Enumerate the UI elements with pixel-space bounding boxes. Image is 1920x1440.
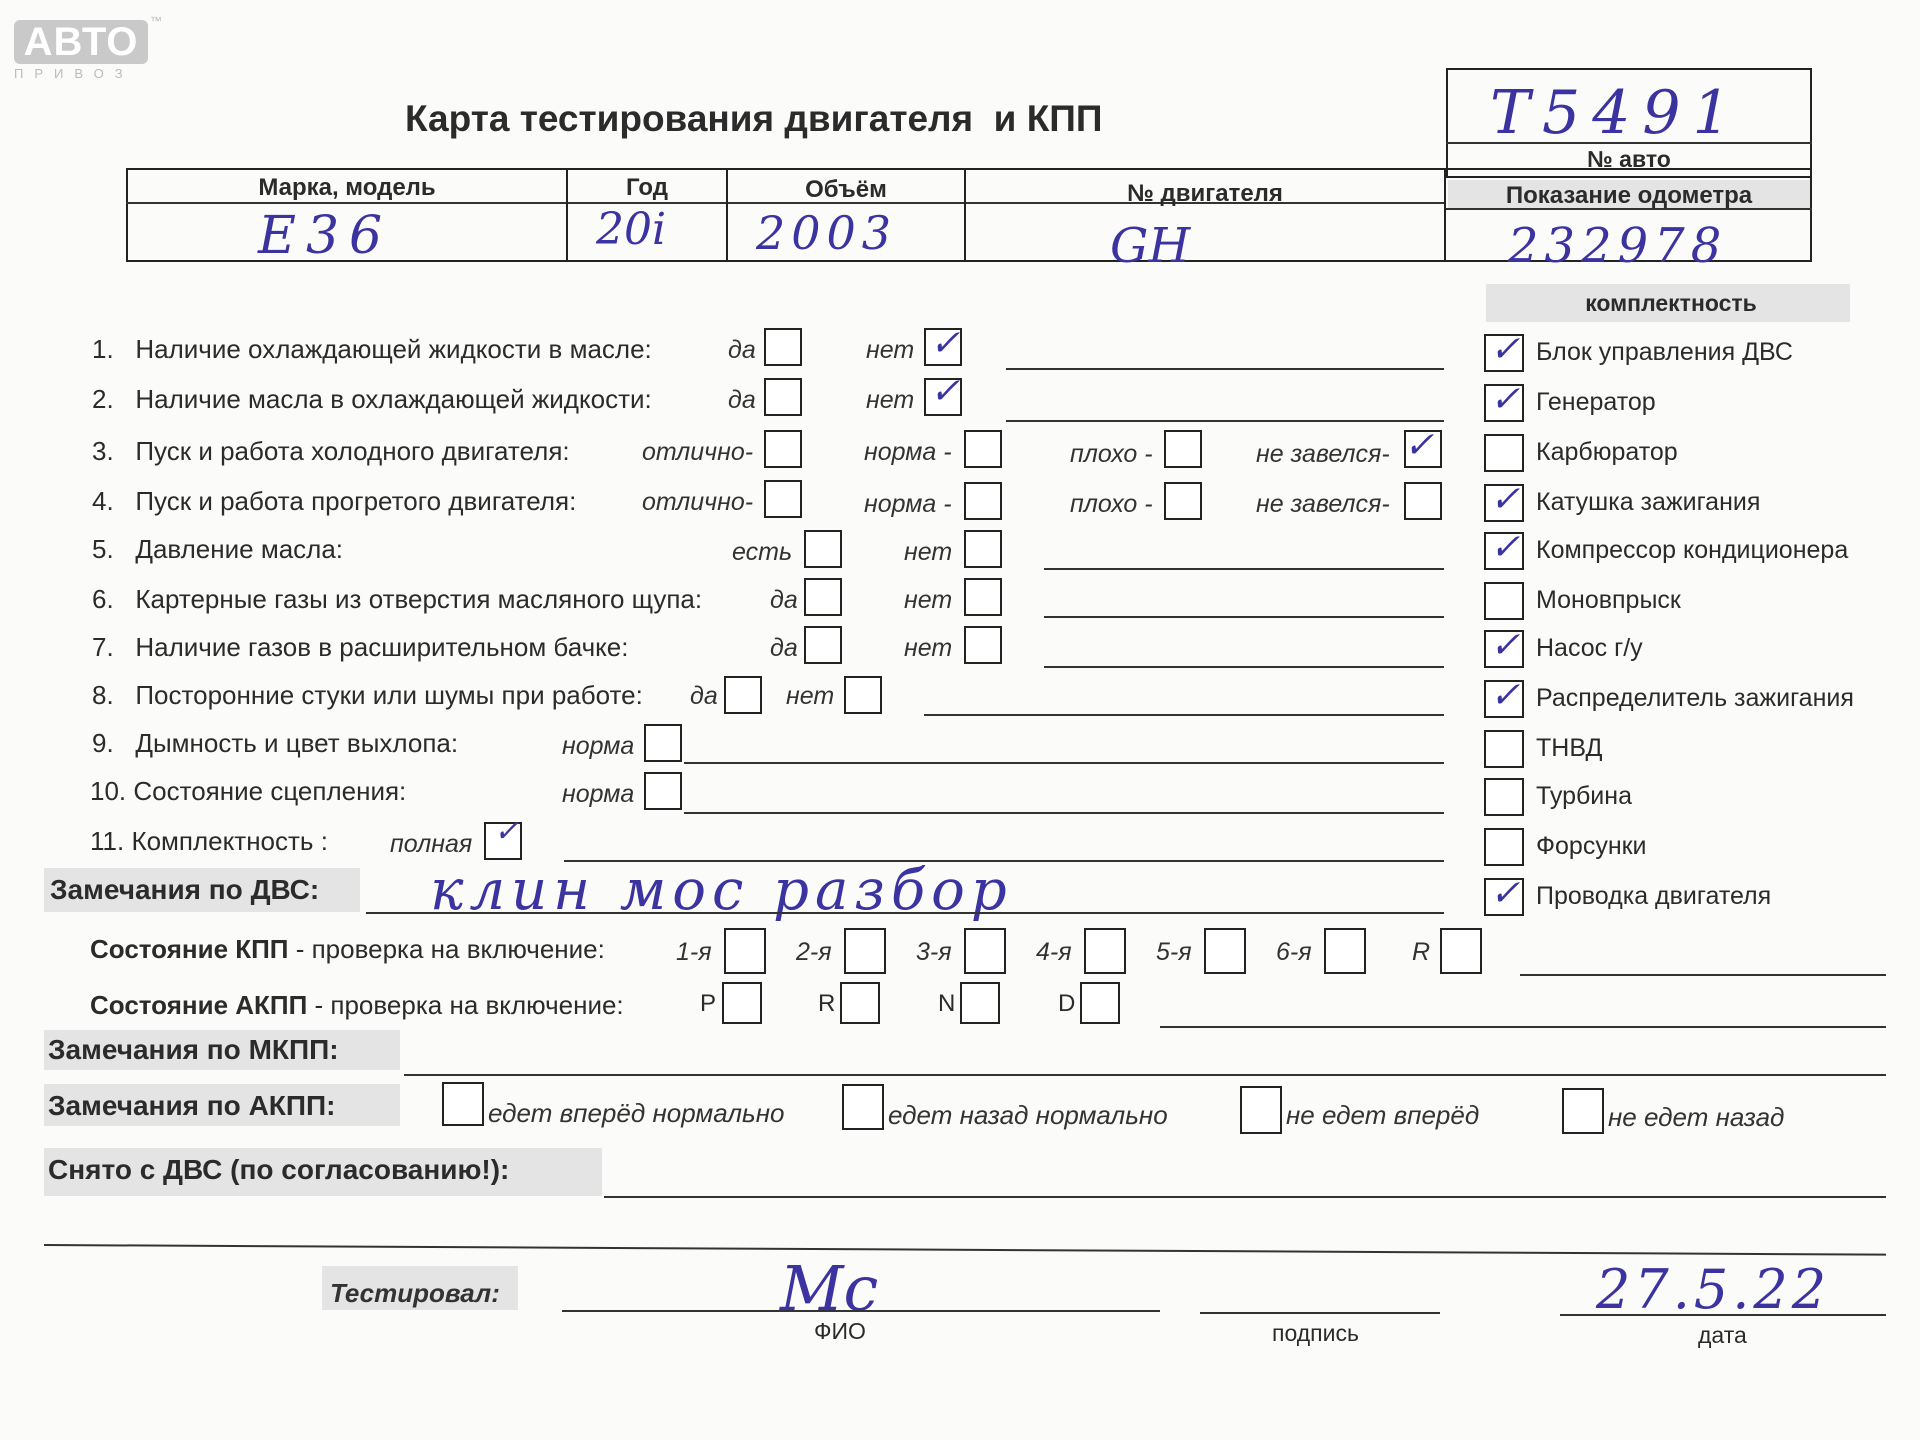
kpp-gear-checkbox-4[interactable] — [1204, 928, 1246, 974]
tested-fio-value: Мс — [780, 1252, 879, 1325]
q1-yes-checkbox[interactable] — [764, 328, 802, 366]
completeness-checkbox-9[interactable] — [1484, 778, 1524, 816]
removed-line-2[interactable] — [44, 1244, 1886, 1256]
q3-normal-label: норма - — [864, 438, 952, 466]
q7-no-checkbox[interactable] — [964, 626, 1002, 664]
akpp-gear-label-3: D — [1058, 990, 1076, 1017]
q5-comment-line[interactable] — [1044, 568, 1444, 570]
q4-normal-checkbox[interactable] — [964, 482, 1002, 520]
q11-full-checkmark: ✓ — [494, 814, 520, 849]
completeness-label-9: Турбина — [1536, 782, 1632, 810]
fio-line[interactable] — [562, 1310, 1160, 1312]
q9-normal-checkbox[interactable] — [644, 724, 682, 762]
q9-comment-line[interactable] — [684, 762, 1444, 764]
akpp-gear-label-2: N — [938, 990, 956, 1017]
completeness-label-10: Форсунки — [1536, 832, 1647, 860]
q3-bad-checkbox[interactable] — [1164, 430, 1202, 468]
q5-yes-label: есть — [732, 538, 793, 566]
akpp-gear-checkbox-0[interactable] — [722, 982, 762, 1024]
q2-no-checkmark: ✓ — [930, 371, 961, 412]
kpp-gear-checkbox-3[interactable] — [1084, 928, 1126, 974]
kpp-comment-line[interactable] — [1520, 974, 1886, 976]
q2-comment-line[interactable] — [1006, 420, 1444, 422]
kpp-gear-label-0: 1-я — [676, 938, 712, 966]
q1-label: 1. Наличие охлаждающей жидкости в масле: — [92, 334, 652, 364]
q6-label: 6. Картерные газы из отверстия масляного щупа: — [92, 584, 703, 614]
completeness-checkmark-1: ✓ — [1490, 379, 1521, 420]
akpp-label-bold: Состояние АКПП — [90, 990, 308, 1020]
q11-full-label: полная — [390, 830, 473, 858]
completeness-checkmark-11: ✓ — [1490, 873, 1521, 914]
kpp-gear-label-4: 5-я — [1156, 938, 1192, 966]
completeness-checkmark-4: ✓ — [1490, 527, 1521, 568]
kpp-gear-label-5: 6-я — [1276, 938, 1312, 966]
completeness-label-8: ТНВД — [1536, 734, 1603, 762]
tested-label: Тестировал: — [330, 1278, 500, 1308]
kpp-gear-label-3: 4-я — [1036, 938, 1072, 966]
q10-normal-label: норма — [562, 780, 635, 808]
q5-label: 5. Давление масла: — [92, 534, 344, 564]
akpp-gear-checkbox-1[interactable] — [840, 982, 880, 1024]
q8-no-checkbox[interactable] — [844, 676, 882, 714]
kpp-gear-label-1: 2-я — [796, 938, 832, 966]
akpp-backward-ok-checkbox[interactable] — [842, 1084, 884, 1130]
akpp-gear-checkbox-3[interactable] — [1080, 982, 1120, 1024]
q1-yes-label: да — [728, 336, 756, 364]
q8-yes-label: да — [690, 682, 718, 710]
kpp-gear-checkbox-5[interactable] — [1324, 928, 1366, 974]
q4-excellent-label: отлично- — [642, 488, 754, 516]
dvs-remarks-value: клин мос разбор — [430, 858, 1013, 923]
header-engine-no: № двигателя — [1127, 180, 1283, 207]
q4-label: 4. Пуск и работа прогретого двигателя: — [92, 486, 577, 516]
q3-no-start-checkmark: ✓ — [1404, 425, 1435, 466]
mkpp-remarks-line[interactable] — [404, 1074, 1886, 1076]
q2-yes-checkbox[interactable] — [764, 378, 802, 416]
value-engine-no: GH — [1110, 218, 1191, 274]
kpp-gear-checkbox-2[interactable] — [964, 928, 1006, 974]
mkpp-remarks-label: Замечания по МКПП: — [48, 1034, 339, 1065]
completeness-label-11: Проводка двигателя — [1536, 882, 1772, 910]
q8-yes-checkbox[interactable] — [724, 676, 762, 714]
akpp-gear-checkbox-2[interactable] — [960, 982, 1000, 1024]
akpp-comment-line[interactable] — [1160, 1026, 1886, 1028]
completeness-title: комплектность — [1585, 290, 1757, 316]
value-year: 20i — [596, 204, 667, 255]
q7-no-label: нет — [904, 634, 953, 662]
value-odometer: 232978 — [1508, 218, 1728, 274]
kpp-gear-label-6: R — [1412, 938, 1431, 966]
kpp-gear-checkbox-1[interactable] — [844, 928, 886, 974]
q6-yes-label: да — [770, 586, 798, 614]
date-caption: дата — [1698, 1322, 1747, 1348]
removed-line-1[interactable] — [604, 1196, 1886, 1198]
q2-yes-label: да — [728, 386, 756, 414]
q6-no-label: нет — [904, 586, 953, 614]
q2-no-label: нет — [866, 386, 915, 414]
completeness-checkmark-3: ✓ — [1490, 479, 1521, 520]
q4-no-start-checkbox[interactable] — [1404, 482, 1442, 520]
completeness-checkbox-5[interactable] — [1484, 582, 1524, 620]
q8-comment-line[interactable] — [924, 714, 1444, 716]
q8-no-label: нет — [786, 682, 835, 710]
q1-comment-line[interactable] — [1006, 368, 1444, 370]
completeness-checkmark-6: ✓ — [1490, 625, 1521, 666]
completeness-checkbox-10[interactable] — [1484, 828, 1524, 866]
q11-label: 11. Комплектность : — [90, 826, 328, 856]
q6-yes-checkbox[interactable] — [804, 578, 842, 616]
completeness-label-2: Карбюратор — [1536, 438, 1678, 466]
q10-label: 10. Состояние сцепления: — [90, 776, 407, 806]
q5-yes-checkbox[interactable] — [804, 530, 842, 568]
akpp-no-backward-label: не едет назад — [1608, 1102, 1785, 1132]
value-volume: 2003 — [756, 206, 898, 260]
akpp-forward-ok-label: едет вперёд нормально — [488, 1098, 785, 1128]
akpp-label-rest: - проверка на включение: — [307, 990, 624, 1020]
q1-no-checkmark: ✓ — [930, 323, 961, 364]
q10-comment-line[interactable] — [684, 812, 1444, 814]
akpp-gear-label-0: P — [700, 990, 717, 1017]
header-model: Марка, модель — [258, 174, 436, 201]
q5-no-checkbox[interactable] — [964, 530, 1002, 568]
completeness-label-0: Блок управления ДВС — [1536, 338, 1793, 366]
q9-label: 9. Дымность и цвет выхлопа: — [92, 728, 459, 758]
dvs-remarks-line[interactable] — [366, 912, 1444, 914]
completeness-label-3: Катушка зажигания — [1536, 488, 1761, 516]
q3-normal-checkbox[interactable] — [964, 430, 1002, 468]
akpp-forward-ok-checkbox[interactable] — [442, 1082, 484, 1126]
q7-label: 7. Наличие газов в расширительном бачке: — [92, 632, 629, 662]
value-model: E36 — [258, 206, 393, 266]
kpp-label — [90, 934, 605, 965]
completeness-label-1: Генератор — [1536, 388, 1656, 416]
completeness-checkbox-2[interactable] — [1484, 434, 1524, 472]
akpp-no-backward-checkbox[interactable] — [1562, 1088, 1604, 1134]
akpp-gear-label-1: R — [818, 990, 836, 1017]
logo-subtext: ПРИВОЗ — [14, 66, 134, 81]
q7-yes-checkbox[interactable] — [804, 626, 842, 664]
q6-comment-line[interactable] — [1044, 616, 1444, 618]
akpp-label — [90, 990, 624, 1021]
signature-line[interactable] — [1200, 1312, 1440, 1314]
header-odometer: Показание одометра — [1505, 182, 1753, 209]
kpp-gear-checkbox-6[interactable] — [1440, 928, 1482, 974]
logo-tm: ™ — [150, 14, 162, 28]
q4-bad-label: плохо - — [1070, 490, 1153, 518]
q9-normal-label: норма — [562, 732, 635, 760]
q4-bad-checkbox[interactable] — [1164, 482, 1202, 520]
dvs-remarks-label: Замечания по ДВС: — [50, 874, 320, 905]
header-year: Год — [626, 174, 668, 201]
completeness-checkmark-0: ✓ — [1490, 329, 1521, 370]
akpp-remarks-label: Замечания по АКПП: — [48, 1090, 336, 1121]
q4-no-start-label: не завелся- — [1256, 490, 1390, 518]
kpp-label-bold: Состояние КПП — [90, 934, 289, 964]
q5-no-label: нет — [904, 538, 953, 566]
completeness-label-4: Компрессор кондиционера — [1536, 536, 1849, 564]
q7-comment-line[interactable] — [1044, 666, 1444, 668]
page-title: Карта тестирования двигателя и КПП — [405, 98, 1103, 139]
q10-normal-checkbox[interactable] — [644, 772, 682, 810]
akpp-backward-ok-label: едет назад нормально — [888, 1100, 1168, 1130]
header-volume: Объём — [805, 176, 887, 203]
q3-bad-label: плохо - — [1070, 440, 1153, 468]
auto-number-label: № авто — [1587, 146, 1671, 172]
q6-no-checkbox[interactable] — [964, 578, 1002, 616]
q3-no-start-label: не завелся- — [1256, 440, 1390, 468]
completeness-label-6: Насос г/у — [1536, 634, 1643, 662]
q8-label: 8. Посторонние стуки или шумы при работе: — [92, 680, 643, 710]
q1-no-label: нет — [866, 336, 915, 364]
tested-date-value: 27.5.22 — [1596, 1258, 1831, 1321]
completeness-checkmark-7: ✓ — [1490, 675, 1521, 716]
q4-excellent-checkbox[interactable] — [764, 480, 802, 518]
q3-label: 3. Пуск и работа холодного двигателя: — [92, 436, 570, 466]
q7-yes-label: да — [770, 634, 798, 662]
kpp-gear-label-2: 3-я — [916, 938, 952, 966]
completeness-checkbox-8[interactable] — [1484, 730, 1524, 768]
kpp-label-rest: - проверка на включение: — [288, 934, 605, 964]
q4-normal-label: норма - — [864, 490, 952, 518]
auto-number-value: T5491 — [1490, 78, 1743, 148]
kpp-gear-checkbox-0[interactable] — [724, 928, 766, 974]
removed-label: Снято с ДВС (по согласованию!): — [48, 1154, 510, 1185]
q3-excellent-label: отлично- — [642, 438, 754, 466]
fio-caption: ФИО — [814, 1318, 866, 1344]
q3-excellent-checkbox[interactable] — [764, 430, 802, 468]
logo — [14, 14, 162, 81]
q2-label: 2. Наличие масла в охлаждающей жидкости: — [92, 384, 652, 414]
completeness-label-5: Моновпрыск — [1536, 586, 1681, 614]
signature-caption: подпись — [1272, 1320, 1359, 1346]
date-line[interactable] — [1560, 1314, 1886, 1316]
completeness-label-7: Распределитель зажигания — [1536, 684, 1854, 712]
logo-text: АВТО — [23, 20, 139, 64]
akpp-no-forward-checkbox[interactable] — [1240, 1086, 1282, 1134]
akpp-no-forward-label: не едет вперёд — [1286, 1100, 1480, 1130]
